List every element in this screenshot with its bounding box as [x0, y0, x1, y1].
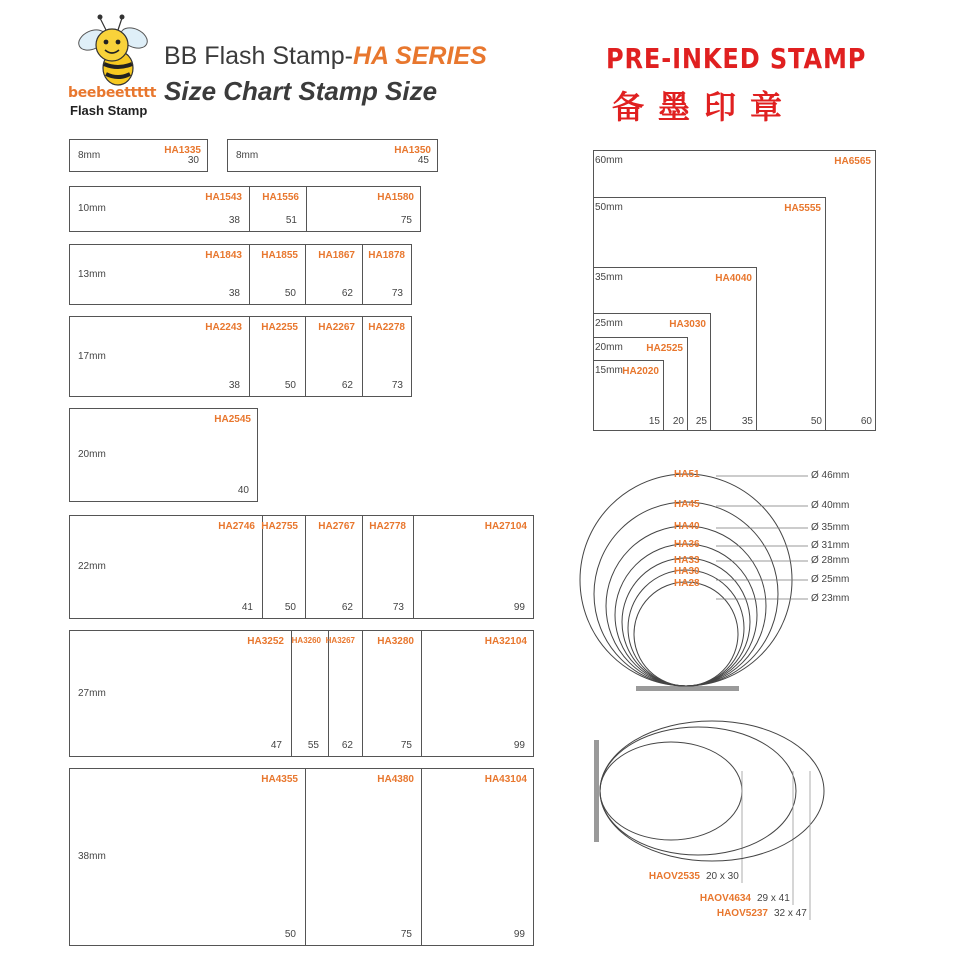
logo-subtitle: Flash Stamp [70, 103, 148, 118]
stamp-width-label: 55 [307, 740, 319, 751]
square-tick-label: 25 [695, 416, 707, 427]
square-tick-label: 35 [741, 416, 753, 427]
stamp-width-label: 30 [187, 155, 199, 166]
square-size-label: 60mm [595, 155, 623, 166]
stamp-width-label: 99 [513, 740, 525, 751]
stamp-code: HA2243 [205, 322, 242, 333]
oval-base-bar [594, 740, 599, 842]
stamp-width-label: 51 [285, 215, 297, 226]
stamp-width-label: 38 [228, 215, 240, 226]
stamp-width-label: 75 [400, 929, 412, 940]
round-stamp-code: HA28 [674, 578, 700, 589]
stamp-width-label: 38 [228, 380, 240, 391]
round-stamp-code: HA30 [674, 566, 700, 577]
round-stamp-diameter: Ø 46mm [811, 470, 850, 481]
stamp-code: HA2755 [261, 521, 298, 532]
square-tick-label: 60 [860, 416, 872, 427]
square-code: HA5555 [784, 203, 821, 214]
row-height-label: 8mm [236, 149, 259, 161]
stamp-width-label: 38 [228, 288, 240, 299]
stamp-width-label: 50 [284, 288, 296, 299]
stamp-code: HA1878 [368, 250, 405, 261]
stamp-code: HA32104 [484, 636, 527, 647]
stamp-code: HA1843 [205, 250, 242, 261]
banner-chinese: 备墨印章 [612, 88, 797, 126]
square-tick-label: 50 [810, 416, 822, 427]
stamp-width-label: 50 [284, 380, 296, 391]
stamp-code: HA1867 [318, 250, 355, 261]
square-size-label: 35mm [595, 272, 623, 283]
round-stamp-diameter: Ø 25mm [811, 574, 850, 585]
banner-english: PRE-INKED STAMP [606, 42, 867, 75]
stamp-code: HA43104 [484, 774, 527, 785]
stamp-width-label: 45 [417, 155, 429, 166]
oval-stamp-size: 20 x 30 [706, 871, 739, 882]
square-tick-label: 20 [672, 416, 684, 427]
round-stamp-code: HA40 [674, 521, 700, 532]
stamp-code: HA3252 [247, 636, 284, 647]
stamp-code: HA27104 [484, 521, 527, 532]
oval-stamp-outline [600, 742, 742, 840]
row-height-label: 10mm [78, 203, 106, 214]
stamp-code: HA2278 [368, 322, 405, 333]
stamp-code: HA1556 [262, 192, 299, 203]
round-stamp-code: HA36 [674, 539, 700, 550]
stamp-code: HA1855 [261, 250, 298, 261]
stamp-width-label: 73 [391, 380, 403, 391]
row-height-label: 27mm [78, 687, 106, 699]
stamp-width-label: 62 [341, 288, 353, 299]
row-height-label: 20mm [78, 449, 106, 460]
stamp-width-label: 75 [400, 215, 412, 226]
row-height-label: 13mm [78, 268, 106, 280]
square-code: HA2525 [646, 343, 683, 354]
logo-wordmark: beebeettttt [68, 85, 157, 101]
stamp-code: HA2746 [218, 521, 255, 532]
row-height-label: 38mm [78, 851, 106, 862]
oval-stamp-size: 29 x 41 [757, 893, 790, 904]
stamp-code: HA2545 [214, 414, 251, 425]
stamp-code: HA1580 [377, 192, 414, 203]
stamp-width-label: 40 [237, 485, 249, 496]
stamp-code: HA1335 [164, 145, 201, 156]
stamp-width-label: 62 [341, 740, 353, 751]
oval-stamp-code: HAOV4634 [699, 893, 751, 904]
square-size-label: 15mm [595, 365, 623, 376]
oval-stamp-code: HAOV2535 [648, 871, 700, 882]
round-stamp-diameter: Ø 35mm [811, 522, 850, 533]
stamp-width-label: 47 [270, 740, 282, 751]
stamp-code: HA2778 [369, 521, 406, 532]
stamp-width-label: 62 [341, 380, 353, 391]
stamp-width-label: 50 [284, 602, 296, 613]
stamp-width-label: 75 [400, 740, 412, 751]
row-height-label: 22mm [78, 561, 106, 572]
stamp-width-label: 73 [392, 602, 404, 613]
stamp-width-label: 50 [284, 929, 296, 940]
stamp-code: HA2267 [318, 322, 355, 333]
round-stamp-code: HA33 [674, 555, 700, 566]
stamp-code: HA2255 [261, 322, 298, 333]
round-stamp-diameter: Ø 23mm [811, 593, 850, 604]
square-code: HA3030 [669, 319, 706, 330]
round-stamp-diameter: Ø 40mm [811, 500, 850, 511]
square-tick-label: 15 [648, 416, 660, 427]
stamp-code: HA3267 [325, 636, 355, 645]
square-size-label: 50mm [595, 202, 623, 213]
stamp-width-label: 99 [513, 929, 525, 940]
round-stamp-code: HA45 [674, 499, 700, 510]
oval-stamp-size: 32 x 47 [774, 908, 807, 919]
stamp-code: HA3260 [291, 636, 321, 645]
square-code: HA6565 [834, 156, 871, 167]
stamp-width-label: 41 [241, 602, 253, 613]
round-stamp-code: HA51 [674, 469, 700, 480]
row-height-label: 17mm [78, 350, 106, 362]
title-highlight: HA SERIES [352, 42, 487, 70]
stamp-code: HA4355 [261, 774, 298, 785]
stamp-code: HA2767 [318, 521, 355, 532]
stamp-code: HA4380 [377, 774, 414, 785]
stamp-code: HA1350 [394, 145, 431, 156]
oval-stamp-outline [600, 727, 796, 855]
stamp-width-label: 73 [391, 288, 403, 299]
round-stamp-diameter: Ø 31mm [811, 540, 850, 551]
row-height-label: 8mm [78, 149, 101, 161]
title-prefix: BB Flash Stamp- [164, 42, 353, 70]
square-code: HA2020 [622, 366, 659, 377]
stamp-code: HA3280 [377, 636, 414, 647]
square-size-label: 25mm [595, 318, 623, 329]
stamp-width-label: 99 [513, 602, 525, 613]
oval-stamp-code: HAOV5237 [716, 908, 768, 919]
square-size-label: 20mm [595, 342, 623, 353]
round-stamp-diameter: Ø 28mm [811, 555, 850, 566]
page-subtitle: Size Chart Stamp Size [164, 76, 438, 106]
stamp-code: HA1543 [205, 192, 242, 203]
oval-stamp-outline [600, 721, 824, 861]
stamp-width-label: 62 [341, 602, 353, 613]
square-code: HA4040 [715, 273, 752, 284]
